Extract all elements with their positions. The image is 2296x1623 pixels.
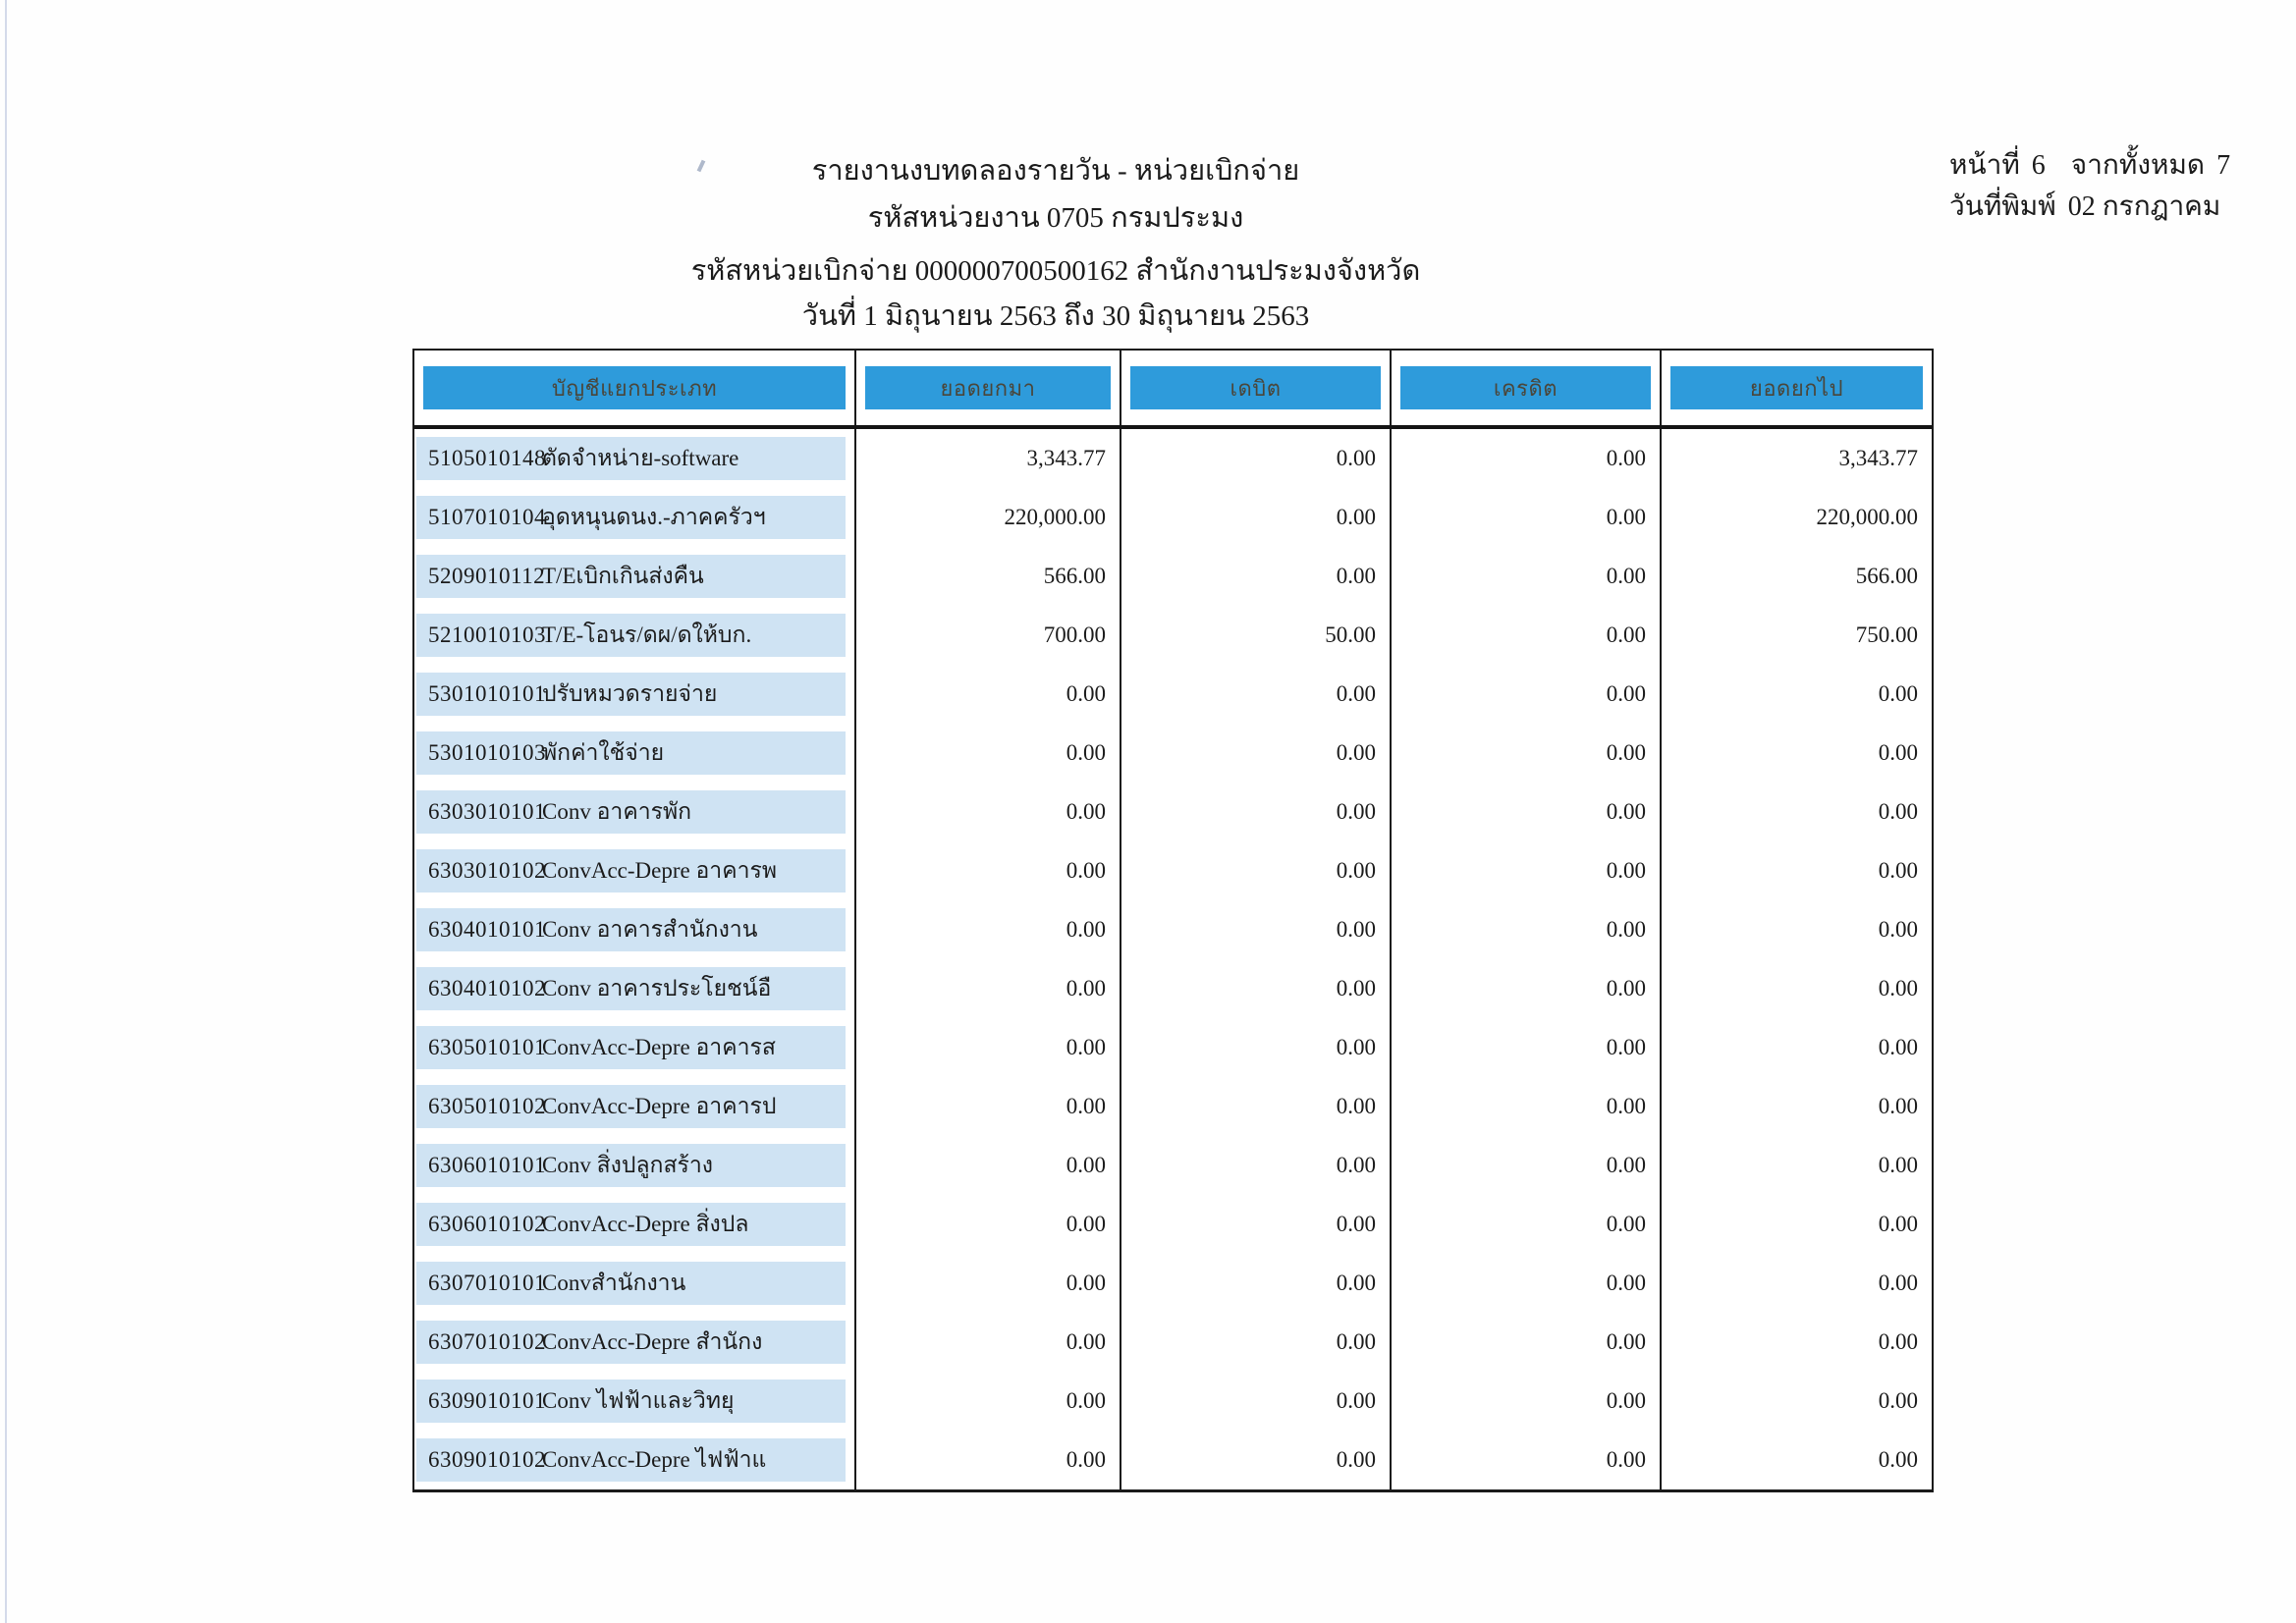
account-name: Conv อาคารพัก [542,799,692,824]
debit-value: 0.00 [1121,1195,1392,1254]
debit-value: 0.00 [1121,547,1392,606]
closing-balance-value: 566.00 [1855,564,1918,588]
account-name: Conv อาคารประโยชน์อื [542,976,772,1001]
account-row-highlight [416,673,846,716]
account-code: 6309010101 [428,1388,546,1413]
account-row-highlight [416,967,846,1010]
account-code: 5301010101 [428,681,546,706]
debit-value: 0.00 [1121,841,1392,900]
credit-value: 0.00 [1392,1018,1662,1077]
debit-value: 0.00 [1121,900,1392,959]
opening-balance-value: 700.00 [856,606,1121,665]
account-code: 5210010103 [428,622,546,647]
closing-balance-value: 0.00 [1878,740,1918,765]
account-cell [414,1195,856,1254]
column-header-debit-label: เดบิต [1130,366,1381,409]
account-code: 5107010104 [428,505,546,529]
account-code: 6307010102 [428,1329,546,1354]
opening-balance-value: 0.00 [856,783,1121,841]
account-row-highlight [416,731,846,775]
table-row [414,1136,1932,1195]
debit-value: 50.00 [1121,606,1392,665]
account-code: 6309010102 [428,1447,546,1472]
account-row-highlight [416,437,846,480]
account-row-highlight [416,849,846,893]
debit-value: 0.00 [1121,665,1392,724]
account-row-highlight [416,1085,846,1128]
account-code: 6303010102 [428,858,546,883]
account-name: Conv สิ่งปลูกสร้าง [542,1153,714,1177]
table-row [414,724,1932,783]
account-row-highlight [416,496,846,539]
credit-value: 0.00 [1392,1431,1662,1489]
opening-balance-value: 0.00 [856,841,1121,900]
column-header-opening-balance-label: ยอดยกมา [865,366,1111,409]
account-code: 5105010148 [428,446,546,470]
account-name: ปรับหมวดรายจ่าย [542,681,718,706]
account-row-highlight [416,1026,846,1069]
credit-value: 0.00 [1392,841,1662,900]
table-row [414,841,1932,900]
table-body [414,429,1932,1489]
account-cell [414,841,856,900]
account-name: Conv ไฟฟ้าและวิทยุ [542,1388,735,1413]
account-row-highlight [416,790,846,834]
closing-balance-value: 3,343.77 [1838,446,1918,470]
credit-value: 0.00 [1392,1313,1662,1372]
credit-value: 0.00 [1392,1077,1662,1136]
credit-value: 0.00 [1392,783,1662,841]
opening-balance-value: 0.00 [856,1195,1121,1254]
trial-balance-table [412,349,1934,1492]
account-name: พักค่าใช้จ่าย [542,740,665,765]
column-header-account-label: บัญชีแยกประเภท [423,366,846,409]
credit-value: 0.00 [1392,547,1662,606]
debit-value: 0.00 [1121,1254,1392,1313]
closing-balance-value: 0.00 [1878,858,1918,883]
account-name: ConvAcc-Depre อาคารส [542,1035,776,1059]
closing-balance-value: 0.00 [1878,681,1918,706]
credit-value: 0.00 [1392,1195,1662,1254]
account-cell [414,900,856,959]
page-number: 6 [2031,150,2046,181]
account-cell [414,665,856,724]
account-cell [414,1313,856,1372]
total-pages: 7 [2216,150,2231,181]
debit-value: 0.00 [1121,959,1392,1018]
report-title: รายงานงบทดลองรายวัน - หน่วยเบิกจ่าย [811,155,1300,187]
account-code: 6304010102 [428,976,546,1001]
account-cell [414,488,856,547]
table-row [414,1195,1932,1254]
table-row [414,1077,1932,1136]
credit-value: 0.00 [1392,606,1662,665]
credit-value: 0.00 [1392,900,1662,959]
debit-value: 0.00 [1121,488,1392,547]
scan-edge-line [5,0,7,1623]
credit-value: 0.00 [1392,1136,1662,1195]
closing-balance-value: 0.00 [1878,1329,1918,1354]
account-row-highlight [416,555,846,598]
account-row-highlight [416,1144,846,1187]
debit-value: 0.00 [1121,1431,1392,1489]
account-cell [414,1136,856,1195]
credit-value: 0.00 [1392,724,1662,783]
credit-value: 0.00 [1392,1254,1662,1313]
table-row [414,783,1932,841]
print-date-line [1949,187,2230,228]
opening-balance-value: 0.00 [856,1018,1121,1077]
opening-balance-value: 566.00 [856,547,1121,606]
account-cell [414,1431,856,1489]
account-cell [414,429,856,488]
column-header-closing-balance [1662,351,1932,425]
account-name: ตัดจำหน่าย-software [542,446,739,470]
table-row [414,1372,1932,1431]
account-name: อุดหนุนดนง.-ภาคครัวฯ [542,505,766,529]
credit-value: 0.00 [1392,488,1662,547]
closing-balance-value: 0.00 [1878,1271,1918,1295]
account-cell [414,1018,856,1077]
column-header-credit-label: เครดิต [1400,366,1651,409]
credit-value: 0.00 [1392,1372,1662,1431]
closing-balance-value: 0.00 [1878,1447,1918,1472]
account-name: ConvAcc-Depre ไฟฟ้าแ [542,1447,767,1472]
print-date-label: วันที่พิมพ์ [1949,191,2056,222]
closing-balance-value: 0.00 [1878,1035,1918,1059]
closing-balance-value: 0.00 [1878,917,1918,942]
account-cell [414,1372,856,1431]
opening-balance-value: 0.00 [856,1077,1121,1136]
page-label: หน้าที่ [1949,150,2020,181]
closing-balance-value: 0.00 [1878,799,1918,824]
opening-balance-value: 0.00 [856,900,1121,959]
account-cell [414,959,856,1018]
account-name: Convสำนักงาน [542,1271,686,1295]
account-name: Conv อาคารสำนักงาน [542,917,758,942]
account-cell [414,606,856,665]
account-code: 6307010101 [428,1271,546,1295]
debit-value: 0.00 [1121,1077,1392,1136]
table-row [414,665,1932,724]
account-name: ConvAcc-Depre สิ่งปล [542,1212,749,1236]
closing-balance-value: 750.00 [1855,622,1918,647]
opening-balance-value: 0.00 [856,1313,1121,1372]
debit-value: 0.00 [1121,1018,1392,1077]
opening-balance-value: 220,000.00 [856,488,1121,547]
table-row [414,1313,1932,1372]
account-name: T/E-โอนร/ดผ/ดให้บก. [542,622,752,647]
opening-balance-value: 0.00 [856,665,1121,724]
account-name: T/Eเบิกเกินส่งคืน [542,564,704,588]
account-cell [414,1254,856,1313]
table-row [414,429,1932,488]
account-cell [414,783,856,841]
opening-balance-value: 0.00 [856,1136,1121,1195]
account-row-highlight [416,908,846,951]
opening-balance-value: 3,343.77 [856,429,1121,488]
table-header-row [414,351,1932,429]
debit-value: 0.00 [1121,1313,1392,1372]
page-info-block [1949,145,2230,228]
account-row-highlight [416,1438,846,1482]
table-row [414,1431,1932,1489]
closing-balance-value: 0.00 [1878,976,1918,1001]
account-row-highlight [416,1321,846,1364]
account-cell [414,1077,856,1136]
account-row-highlight [416,1262,846,1305]
opening-balance-value: 0.00 [856,1372,1121,1431]
opening-balance-value: 0.00 [856,724,1121,783]
account-name: ConvAcc-Depre สำนักง [542,1329,763,1354]
credit-value: 0.00 [1392,429,1662,488]
column-header-debit [1121,351,1392,425]
table-row [414,606,1932,665]
closing-balance-value: 0.00 [1878,1388,1918,1413]
account-name: ConvAcc-Depre อาคารป [542,1094,777,1118]
debit-value: 0.00 [1121,783,1392,841]
debit-value: 0.00 [1121,724,1392,783]
closing-balance-value: 0.00 [1878,1212,1918,1236]
account-code: 6305010101 [428,1035,546,1059]
table-row [414,1018,1932,1077]
account-code: 6306010101 [428,1153,546,1177]
account-cell [414,724,856,783]
opening-balance-value: 0.00 [856,1431,1121,1489]
page-number-line [1949,145,2230,187]
table-row [414,488,1932,547]
report-period-line: วันที่ 1 มิถุนายน 2563 ถึง 30 มิถุนายน 2563 [801,300,1310,332]
closing-balance-value: 220,000.00 [1816,505,1918,529]
opening-balance-value: 0.00 [856,959,1121,1018]
closing-balance-value: 0.00 [1878,1153,1918,1177]
agency-code-line: รหัสหน่วยงาน 0705 กรมประมง [867,202,1244,234]
account-code: 6305010102 [428,1094,546,1118]
account-code: 6303010101 [428,799,546,824]
account-row-highlight [416,1380,846,1423]
total-pages-label: จากทั้งหมด [2070,150,2206,181]
disbursement-unit-line: รหัสหน่วยเบิกจ่าย 000000700500162 สำนักงานประมงจังหวัด [690,255,1421,287]
table-row [414,959,1932,1018]
column-header-credit [1392,351,1662,425]
table-row [414,1254,1932,1313]
column-header-closing-balance-label: ยอดยกไป [1670,366,1923,409]
column-header-account [414,351,856,425]
opening-balance-value: 0.00 [856,1254,1121,1313]
credit-value: 0.00 [1392,959,1662,1018]
account-code: 5209010112 [428,564,546,588]
debit-value: 0.00 [1121,1136,1392,1195]
table-row [414,900,1932,959]
credit-value: 0.00 [1392,665,1662,724]
column-header-opening-balance [856,351,1121,425]
account-name: ConvAcc-Depre อาคารพ [542,858,778,883]
account-cell [414,547,856,606]
account-code: 5301010103 [428,740,546,765]
print-date: 02 กรกฎาคม [2067,191,2221,222]
account-row-highlight [416,1203,846,1246]
closing-balance-value: 0.00 [1878,1094,1918,1118]
account-code: 6306010102 [428,1212,546,1236]
table-row [414,547,1932,606]
account-row-highlight [416,614,846,657]
debit-value: 0.00 [1121,1372,1392,1431]
debit-value: 0.00 [1121,429,1392,488]
account-code: 6304010101 [428,917,546,942]
